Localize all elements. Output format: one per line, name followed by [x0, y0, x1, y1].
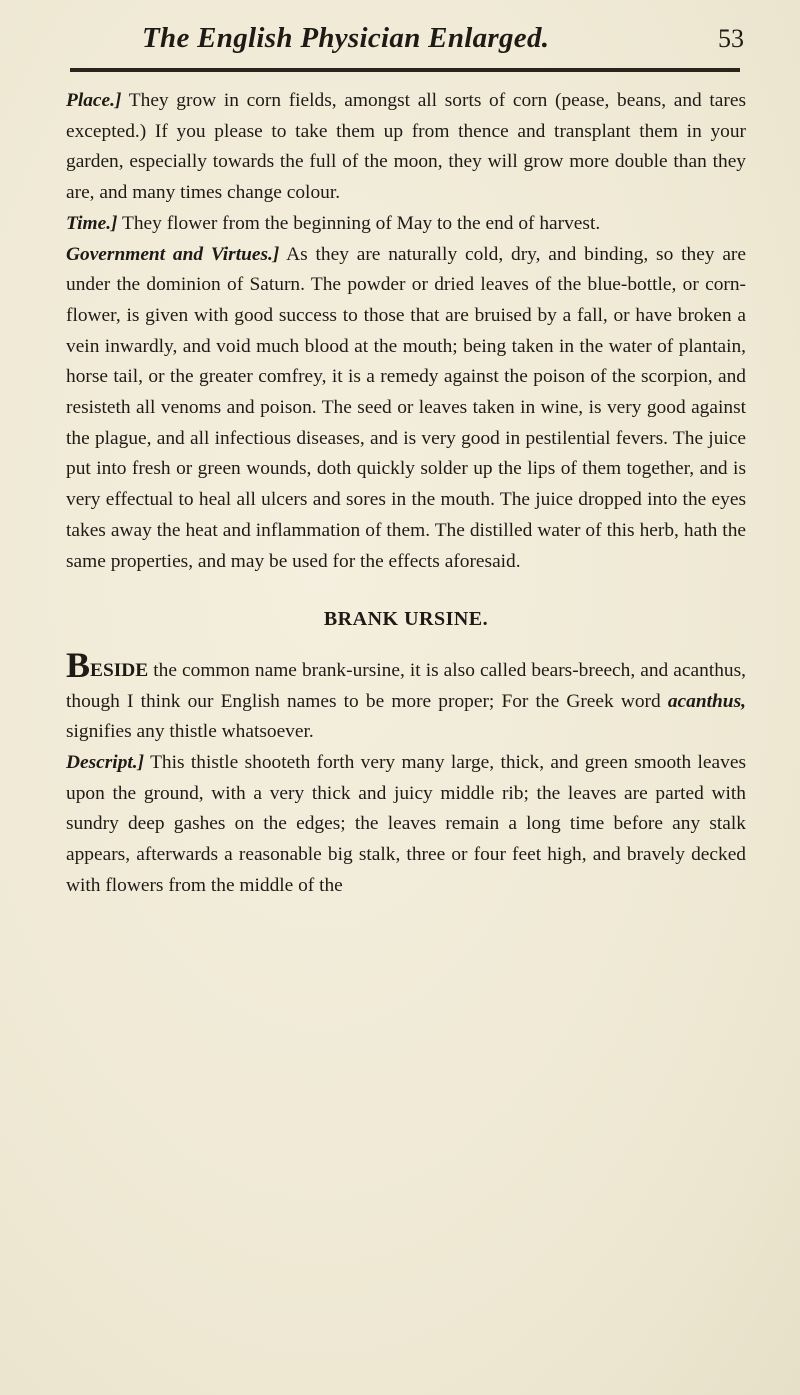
header-rule	[70, 68, 740, 72]
intro-text: the common name brank-ursine, it is also called bears-breech, and acanthus, though I think our English names to be more proper; For the Greek word	[66, 659, 746, 712]
page-header	[60, 18, 750, 62]
virtues-text: As they are naturally cold, dry, and binding, so they are under the dominion of Saturn. The powder or dried leaves of the blue-bottle, or corn-flower, is given with good success to those that are bruised by a fall, or have broken a vein inwardly, and void much blood at the mouth; being taken in the water of plantain, horse tail, or the greater comfrey, it is a remedy against the poison of the scorpion, and resisteth all venoms and poison. The seed or leaves taken in wine, is very good against the plague, and all infectious diseases, and is very good in pestilential fevers. The juice put into fresh or green wounds, doth quickly solder up the lips of them together, and is very effectual to heal all ulcers and sores in the mouth. The juice dropped into the eyes takes away the heat and inflammation of them. The distilled water of this herb, hath the same properties, and may be used for the effects aforesaid.	[66, 243, 746, 572]
paragraph-descript	[66, 748, 746, 902]
intro-text-end: signifies any thistle whatsoever.	[66, 721, 314, 743]
section-heading: BRANK URSINE.	[323, 608, 489, 631]
first-word-rest: ESIDE	[90, 659, 149, 681]
place-label: Place.]	[66, 90, 122, 111]
time-text: They flower from the beginning of May to the end of harvest.	[117, 212, 601, 234]
body-text	[66, 86, 746, 902]
intro-italic: acanthus,	[667, 690, 746, 712]
paragraph-time	[66, 209, 746, 240]
drop-cap: B	[66, 644, 91, 685]
virtues-label: Government and Virtues.]	[66, 243, 280, 265]
descript-label: Descript.]	[66, 752, 145, 774]
descript-text: This thistle shooteth forth very many large, thick, and green smooth leaves upon the ground, with a very thick and juicy middle rib; the leaves are parted with sundry deep gashes on the edges; the leaves remain a long time before any stalk appears, afterwards a reasonable big stalk, three or four feet high, and bravely decked with flowers from the middle of the	[66, 752, 746, 896]
running-title: The English Physician Enlarged.	[142, 22, 550, 54]
paragraph-place	[66, 86, 746, 209]
paragraph-virtues	[66, 240, 746, 578]
place-text: They grow in corn fields, amongst all sorts of corn (pease, beans, and tares excepted.) If you please to take them up from thence and transplant them in your garden, especially towards the full of the moon, they will grow more double than they are, and many times change colour.	[66, 90, 746, 204]
page-number: 53	[718, 24, 744, 53]
time-label: Time.]	[66, 212, 118, 234]
paragraph-intro	[66, 644, 746, 748]
